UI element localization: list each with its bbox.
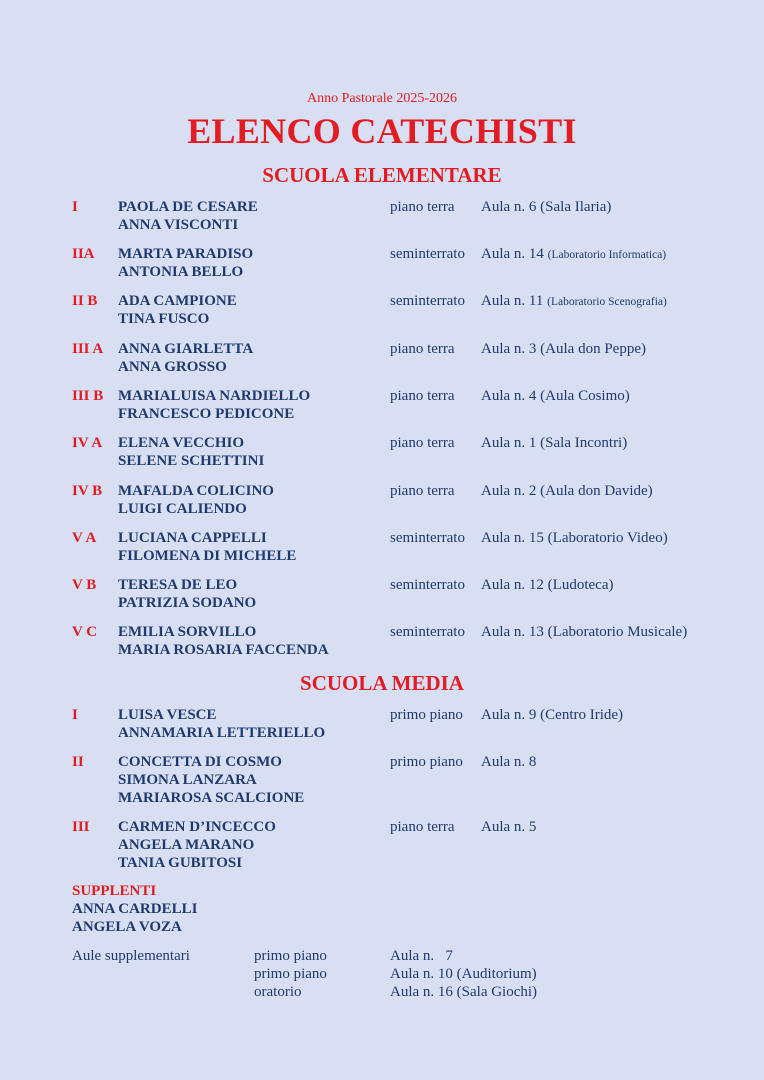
- class-label: I: [72, 199, 78, 215]
- page-title: ELENCO CATECHISTI: [187, 111, 577, 151]
- catechist-names: [118, 623, 329, 659]
- catechist-name: CONCETTA DI COSMO: [118, 754, 282, 770]
- room-label: [481, 576, 613, 594]
- room-number: Aula n. 2: [481, 483, 537, 499]
- class-label: IIA: [72, 246, 95, 262]
- catechist-name: LUCIANA CAPPELLI: [118, 530, 267, 546]
- class-label: II: [72, 754, 84, 770]
- substitute-name: ANGELA VOZA: [72, 919, 182, 935]
- room-label: [481, 387, 630, 405]
- room-note: (Aula don Davide): [540, 483, 653, 499]
- catechist-name: ELENA VECCHIO: [118, 435, 245, 451]
- catechist-names: [118, 245, 253, 281]
- room-label: [481, 753, 536, 771]
- catechist-name: CARMEN D’INCECCO: [118, 819, 276, 835]
- catechist-name: ANGELA MARANO: [118, 837, 255, 853]
- class-label: III A: [72, 341, 104, 357]
- floor-label: piano terra: [390, 199, 455, 215]
- floor-label: piano terra: [390, 483, 455, 499]
- class-label: V A: [72, 530, 97, 546]
- room-number: Aula n. 3: [481, 341, 537, 357]
- class-label: II B: [72, 293, 98, 309]
- floor-label: seminterrato: [390, 293, 465, 309]
- catechist-name: SELENE SCHETTINI: [118, 453, 265, 469]
- extra-room-floor: oratorio: [254, 984, 302, 1000]
- room-note: (Ludoteca): [547, 577, 614, 593]
- floor-label: piano terra: [390, 388, 455, 404]
- floor-label: seminterrato: [390, 246, 465, 262]
- class-label: IV A: [72, 435, 103, 451]
- floor-label: piano terra: [390, 819, 455, 835]
- room-label: [481, 434, 627, 452]
- floor-label: primo piano: [390, 707, 463, 723]
- catechist-names: [118, 434, 264, 470]
- room-number: Aula n. 8: [481, 754, 537, 770]
- catechist-names: [118, 818, 276, 872]
- catechist-name: TANIA GUBITOSI: [118, 855, 243, 871]
- section-title-elementare: SCUOLA ELEMENTARE: [262, 163, 502, 187]
- room-note: (Laboratorio Video): [547, 530, 668, 546]
- catechist-names: [118, 482, 274, 518]
- catechist-name: ANNA VISCONTI: [118, 217, 239, 233]
- catechist-name: TERESA DE LEO: [118, 577, 238, 593]
- extra-room-floor: primo piano: [254, 966, 327, 982]
- class-label: III: [72, 819, 90, 835]
- extra-room-floor: primo piano: [254, 948, 327, 964]
- catechist-names: [118, 576, 256, 612]
- room-note: (Aula don Peppe): [540, 341, 646, 357]
- substitutes-block: [72, 882, 197, 936]
- room-number: Aula n. 1: [481, 435, 537, 451]
- class-label: V C: [72, 624, 98, 640]
- room-number: Aula n. 5: [481, 819, 537, 835]
- catechist-name: MARIA ROSARIA FACCENDA: [118, 642, 329, 658]
- catechist-name: SIMONA LANZARA: [118, 772, 257, 788]
- substitute-name: ANNA CARDELLI: [72, 901, 198, 917]
- room-note: (Aula Cosimo): [540, 388, 630, 404]
- room-note: (Sala Incontri): [540, 435, 628, 451]
- room-number: Aula n. 12: [481, 577, 544, 593]
- class-label: IV B: [72, 483, 103, 499]
- room-note: (Sala Ilaria): [540, 199, 612, 215]
- floor-label: seminterrato: [390, 577, 465, 593]
- catechist-name: ANTONIA BELLO: [118, 264, 244, 280]
- room-label: [481, 623, 687, 641]
- catechist-names: [118, 706, 325, 742]
- room-label: [481, 340, 646, 358]
- extra-room: Aula n. 7: [390, 948, 453, 964]
- catechist-name: ANNA GROSSO: [118, 359, 227, 375]
- class-label: I: [72, 707, 78, 723]
- catechist-name: LUISA VESCE: [118, 707, 217, 723]
- catechist-name: TINA FUSCO: [118, 311, 210, 327]
- floor-label: seminterrato: [390, 530, 465, 546]
- room-number: Aula n. 13: [481, 624, 544, 640]
- catechist-name: MARTA PARADISO: [118, 246, 254, 262]
- room-label: [481, 198, 611, 216]
- catechist-names: [118, 340, 253, 376]
- room-note: (Centro Iride): [540, 707, 624, 723]
- catechist-name: ANNA GIARLETTA: [118, 341, 254, 357]
- room-label: [481, 482, 653, 500]
- floor-label: primo piano: [390, 754, 463, 770]
- catechist-name: EMILIA SORVILLO: [118, 624, 257, 640]
- room-label: [481, 706, 623, 724]
- catechist-names: [118, 753, 304, 807]
- pastoral-year: Anno Pastorale 2025-2026: [306, 91, 458, 106]
- floor-label: piano terra: [390, 341, 455, 357]
- room-number: Aula n. 11: [481, 293, 544, 309]
- room-label: [481, 529, 668, 547]
- catechist-names: [118, 387, 310, 423]
- catechist-name: ANNAMARIA LETTERIELLO: [118, 725, 326, 741]
- extra-rooms-label: Aule supplementari: [72, 948, 190, 964]
- room-number: Aula n. 4: [481, 388, 537, 404]
- room-note: (Laboratorio Musicale): [547, 624, 688, 640]
- substitutes-heading: SUPPLENTI: [72, 883, 157, 899]
- floor-label: seminterrato: [390, 624, 465, 640]
- room-number: Aula n. 6: [481, 199, 537, 215]
- room-note: (Laboratorio Scenografia): [547, 296, 667, 308]
- catechist-names: [118, 292, 237, 328]
- floor-label: piano terra: [390, 435, 455, 451]
- catechist-names: [118, 529, 296, 565]
- extra-room: Aula n. 16 (Sala Giochi): [390, 984, 538, 1000]
- class-label: III B: [72, 388, 104, 404]
- catechist-names: [118, 198, 258, 234]
- catechist-name: FILOMENA DI MICHELE: [118, 548, 297, 564]
- catechist-name: PAOLA DE CESARE: [118, 199, 258, 215]
- catechist-name: MARIAROSA SCALCIONE: [118, 790, 305, 806]
- room-number: Aula n. 14: [481, 246, 544, 262]
- room-label: [481, 245, 666, 264]
- catechist-name: MARIALUISA NARDIELLO: [118, 388, 311, 404]
- catechist-name: LUIGI CALIENDO: [118, 501, 247, 517]
- catechist-name: ADA CAMPIONE: [118, 293, 237, 309]
- section-title-media: SCUOLA MEDIA: [300, 671, 464, 695]
- room-note: (Laboratorio Informatica): [547, 249, 667, 261]
- extra-room: Aula n. 10 (Auditorium): [390, 966, 537, 982]
- catechist-name: PATRIZIA SODANO: [118, 595, 257, 611]
- room-number: Aula n. 9: [481, 707, 537, 723]
- room-label: [481, 292, 667, 311]
- catechist-name: MAFALDA COLICINO: [118, 483, 274, 499]
- catechist-name: FRANCESCO PEDICONE: [118, 406, 295, 422]
- room-number: Aula n. 15: [481, 530, 544, 546]
- room-label: [481, 818, 536, 836]
- class-label: V B: [72, 577, 97, 593]
